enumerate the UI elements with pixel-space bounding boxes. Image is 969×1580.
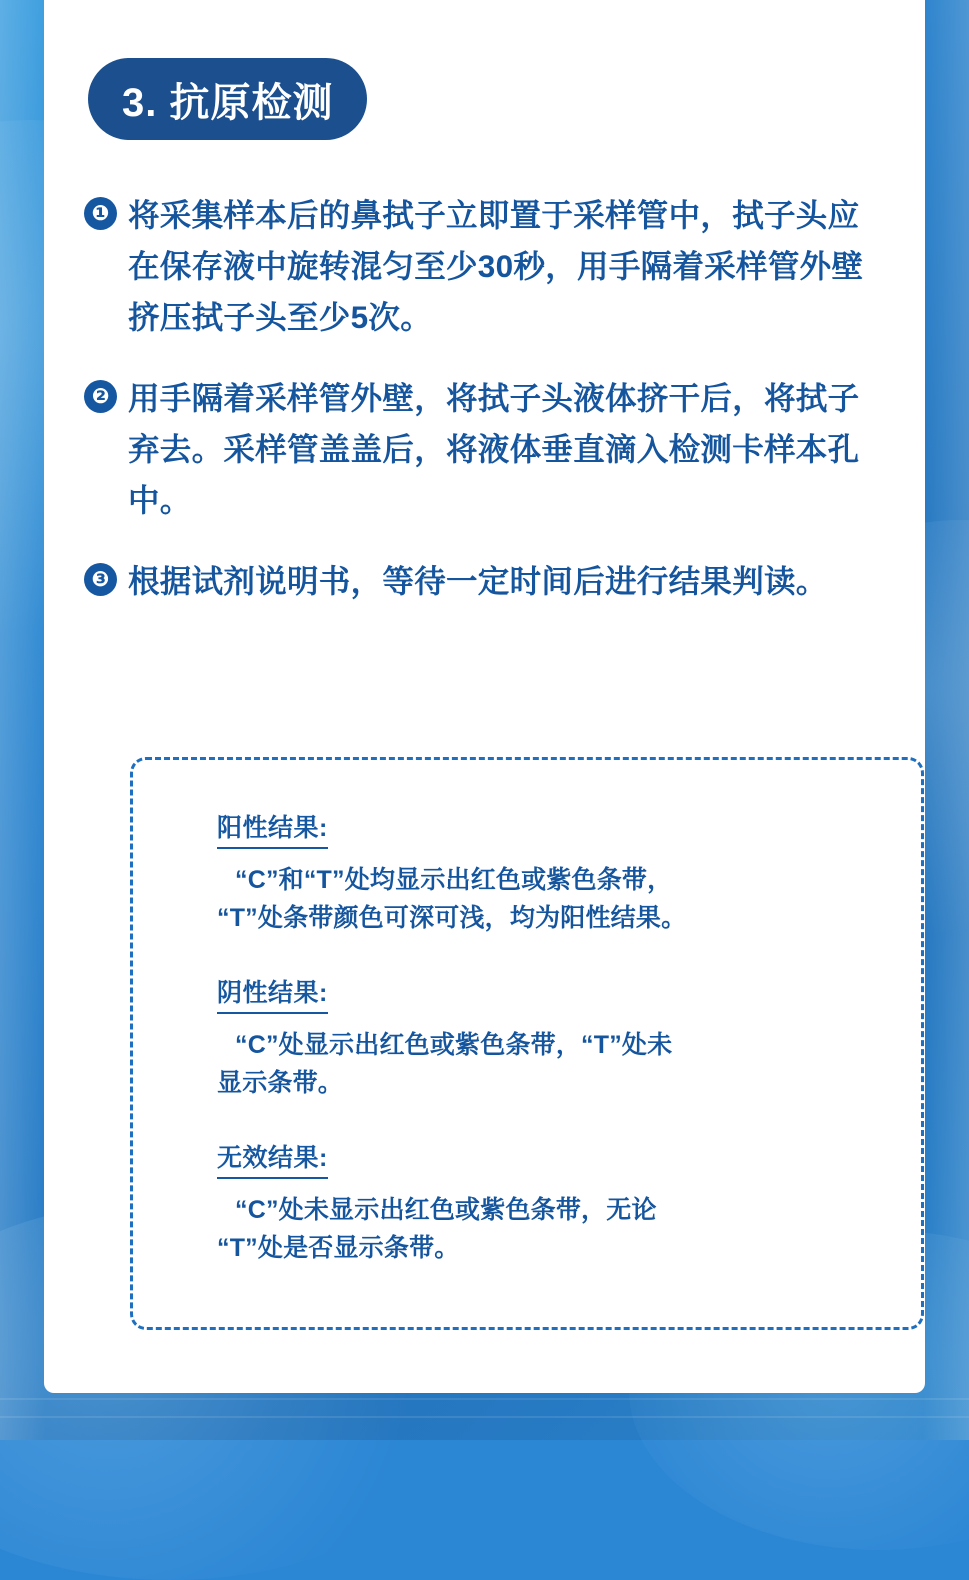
result-line: “C”处显示出红色或紫色条带，“T”处未 [235,1031,673,1059]
result-body-positive [217,861,881,937]
step-text-2: 用手隔着采样管外壁，将拭子头液体挤干后，将拭子弃去。采样管盖盖后，将液体垂直滴入检测卡样本孔中。 [128,380,860,518]
step-text-1: 将采集样本后的鼻拭子立即置于采样管中，拭子头应在保存液中旋转混匀至少30秒，用手隔着采样管外壁挤压拭子头至少5次。 [128,197,864,335]
result-heading-invalid: 无效结果: [217,1138,328,1179]
section-title-pill [88,58,367,140]
result-body-negative [217,1026,881,1102]
steps-list [84,190,884,607]
content-card [44,0,925,1393]
step-number-badge-3: ❸ [84,563,117,596]
page-title: 3. 抗原检测 [122,80,334,125]
results-inner [133,760,921,1267]
step-text-3: 根据试剂说明书，等待一定时间后进行结果判读。 [128,563,828,599]
results-interpretation-box [130,757,924,1330]
result-line: “C”处未显示出红色或紫色条带，无论 [235,1196,657,1224]
result-heading-negative: 阴性结果: [217,973,328,1014]
result-body-invalid [217,1191,881,1267]
background-stripe-2 [0,1416,969,1418]
result-block-negative [217,973,881,1102]
result-block-positive [217,808,881,937]
result-line: “T”处是否显示条带。 [217,1234,460,1262]
result-block-invalid [217,1138,881,1267]
list-item [84,373,884,526]
result-line: “C”和“T”处均显示出红色或紫色条带， [235,866,673,894]
background-stripe-1 [0,1398,969,1400]
list-item [84,556,884,607]
result-line: “T”处条带颜色可深可浅，均为阳性结果。 [217,904,687,932]
result-heading-positive: 阳性结果: [217,808,328,849]
step-number-badge-2: ❷ [84,380,117,413]
step-number-badge-1: ❶ [84,197,117,230]
result-line: 显示条带。 [217,1069,344,1097]
list-item [84,190,884,343]
